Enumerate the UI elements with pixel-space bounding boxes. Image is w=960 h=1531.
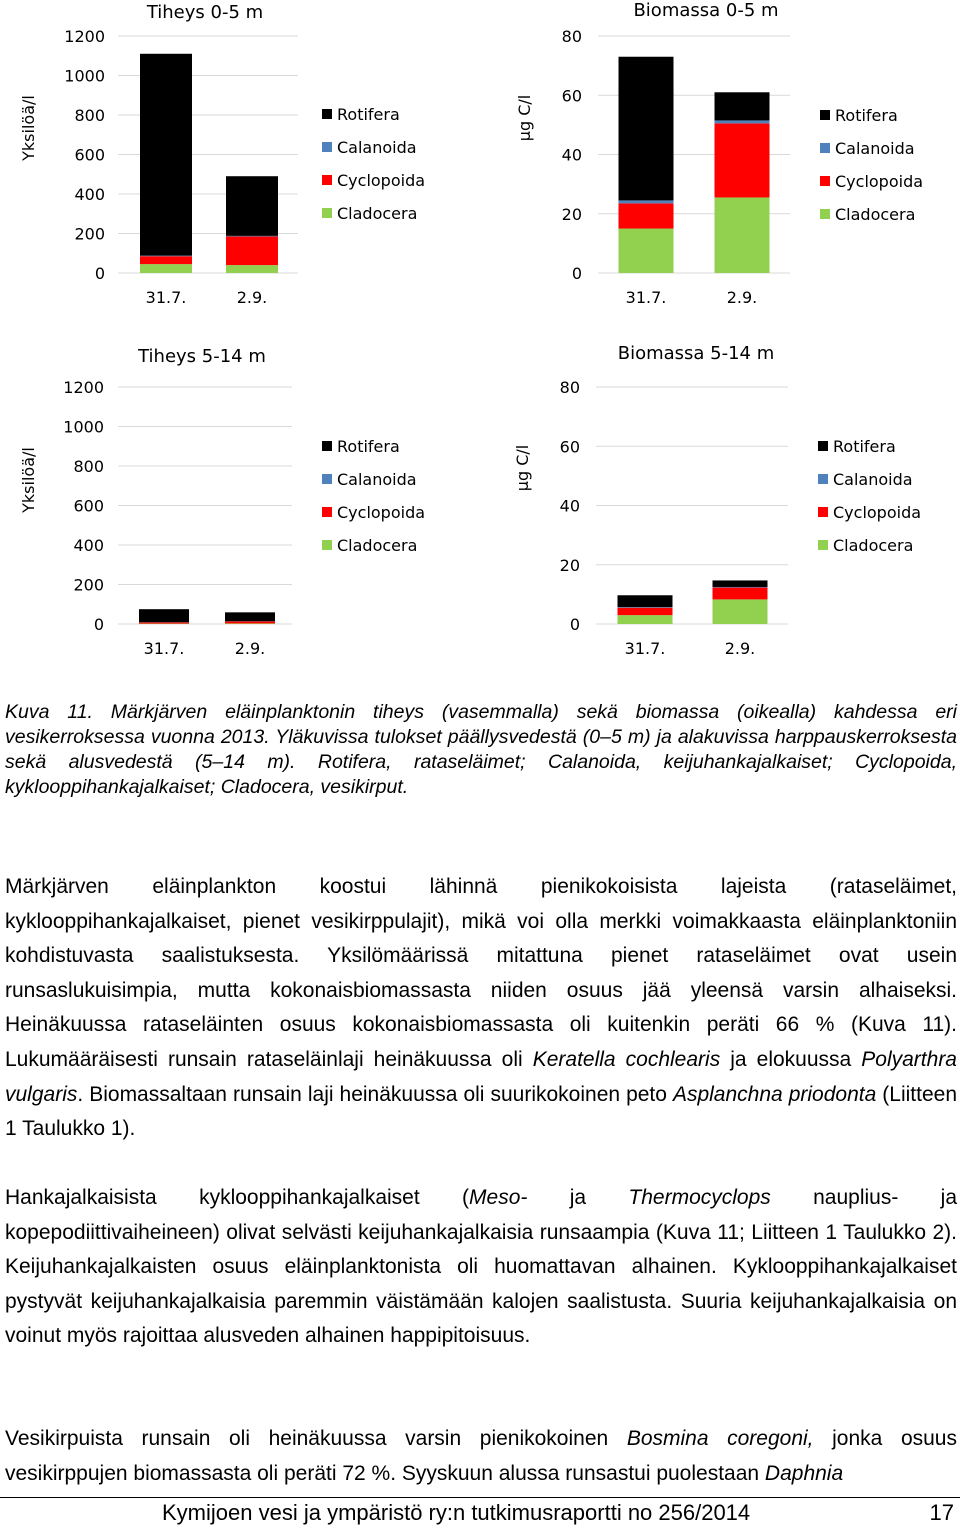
y-tick-label: 400 (73, 536, 104, 555)
paragraph-2: Hankajalkaisista kyklooppihankajalkaiset (Meso- ja Thermocyclops nauplius- ja kopepodiittivaiheineen) olivat selvästi keijuhankajalkaisia runsaampia (Kuva 11; Liitteen 1 Taulukko 2). Keijuhankajalkaisten osuus eläinplanktonista oli huomattavan alhainen. Kyklooppihankajalkaiset pystyvät keijuhankajalkaisia paremmin väistämään kalojen saalistusta. Suuria keijuhankajalkaisia on voinut myös rajoittaa alusveden alhainen happipitoisuus. (5, 1186, 957, 1348)
chart-biomassa-0-5 (480, 0, 960, 320)
y-axis-label: Yksilöä/l (19, 95, 38, 161)
y-tick-label: 20 (561, 204, 582, 224)
bar-segment-cyclopoida (225, 621, 275, 623)
bar-segment-cladocera (225, 623, 275, 624)
legend-swatch (322, 208, 332, 218)
bar-segment-rotifera (713, 580, 768, 587)
x-tick-label: 2.9. (236, 288, 268, 307)
chart-title: Biomassa 5-14 m (617, 343, 775, 364)
chart-biomassa-5-14 (480, 340, 960, 670)
bar-segment-cyclopoida (140, 256, 192, 264)
legend-swatch (818, 474, 828, 484)
bar-segment-calanoida (619, 200, 674, 203)
y-tick-label: 200 (73, 575, 104, 595)
y-tick-label: 0 (94, 264, 105, 283)
bar-segment-rotifera (139, 609, 189, 622)
y-tick-label: 1000 (64, 66, 105, 86)
legend-swatch (322, 142, 332, 152)
species-name: Polyarthra vulgaris (5, 1047, 957, 1106)
y-tick-label: 0 (93, 615, 104, 634)
legend-label: Cyclopoida (835, 172, 924, 191)
chart-svg (0, 0, 480, 320)
legend-label: Cyclopoida (337, 171, 426, 190)
legend-swatch (818, 441, 828, 451)
y-axis-label: µg C/l (513, 444, 532, 492)
y-tick-label: 1000 (63, 417, 104, 437)
legend-swatch (820, 143, 830, 153)
legend-label: Rotifera (337, 437, 400, 456)
species-name: Bosmina coregoni, (626, 1427, 814, 1450)
chart-title: Biomassa 0-5 m (633, 0, 779, 21)
y-tick-label: 60 (561, 86, 582, 106)
chart-tiheys-5-14 (0, 340, 480, 670)
bar-segment-cyclopoida (618, 608, 673, 615)
y-axis-label: µg C/l (515, 94, 534, 142)
legend-label: Cladocera (337, 204, 418, 223)
chart-svg (480, 340, 960, 670)
chart-tiheys-0-5 (0, 0, 480, 320)
y-tick-label: 600 (74, 145, 105, 165)
y-tick-label: 40 (559, 496, 580, 516)
footer-divider (0, 1497, 960, 1498)
bar-segment-cladocera (226, 265, 278, 273)
legend-label: Calanoida (835, 139, 915, 158)
bar-segment-rotifera (618, 595, 673, 607)
legend-swatch (322, 540, 332, 550)
bar-segment-cladocera (140, 264, 192, 273)
footer-report-title: Kymijoen vesi ja ympäristö ry:n tutkimusraportti no 256/2014 (162, 1500, 751, 1525)
legend-label: Cladocera (833, 536, 914, 555)
chart-title: Tiheys 0-5 m (146, 2, 264, 23)
legend-swatch (818, 540, 828, 550)
legend-label: Rotifera (833, 437, 896, 456)
bar-segment-cyclopoida (139, 622, 189, 623)
y-tick-label: 200 (74, 224, 105, 244)
y-tick-label: 800 (74, 106, 105, 125)
bar-segment-cladocera (618, 615, 673, 624)
legend-swatch (322, 474, 332, 484)
bar-segment-rotifera (715, 92, 770, 120)
y-tick-label: 1200 (63, 378, 104, 397)
legend-swatch (322, 441, 332, 451)
y-tick-label: 400 (74, 185, 105, 204)
legend-swatch (820, 110, 830, 120)
x-tick-label: 2.9. (724, 639, 756, 658)
chart-svg (0, 340, 480, 670)
chart-title: Tiheys 5-14 m (138, 346, 266, 367)
bar-segment-calanoida (226, 236, 278, 237)
bar-segment-rotifera (225, 612, 275, 621)
figure-caption: Kuva 11. Märkjärven eläinplanktonin tiheys (vasemmalla) sekä biomassa (oikealla) kahdessa eri vesikerroksessa vuonna 2013. Yläkuvissa tulokset päällysvedestä (0–5 m) ja alakuvissa harppauskerroksesta sekä alusvedestä (5–14 m). Rotifera, rataseläimet; Calanoida, keijuhankajalkaiset; Cyclopoida, kyklooppihankajalkaiset; Cladocera, vesikirput. (5, 701, 957, 798)
bar-segment-cladocera (619, 229, 674, 273)
legend-swatch (820, 209, 830, 219)
legend-swatch (322, 175, 332, 185)
y-tick-label: 80 (561, 27, 582, 46)
species-name: Daphnia (764, 1461, 844, 1485)
legend-swatch (818, 507, 828, 517)
legend-swatch (322, 507, 332, 517)
legend-swatch (322, 109, 332, 119)
legend-label: Calanoida (833, 470, 913, 489)
bar-segment-cyclopoida (715, 123, 770, 197)
bar-segment-rotifera (140, 54, 192, 256)
species-name: Thermocyclops (628, 1186, 771, 1209)
bar-segment-cyclopoida (619, 203, 674, 228)
legend-label: Rotifera (835, 106, 898, 125)
paragraph-1: Märkjärven eläinplankton koostui lähinnä pienikokoisista lajeista (rataseläimet, kyklooppihankajalkaiset, pienet vesikirppulajit), mikä voi olla merkki voimakkaasta eläinplanktoniin kohdistuvasta saalistuksesta. Yksilömäärissä mitattuna pienet rataseläimet ovat usein runsaslukuisimpia, mutta kokonaisbiomassasta niiden osuus jää yleensä varsin alhaiseksi. Heinäkuussa rataseläinten osuus kokonaisbiomassasta oli kuitenkin peräti 66 % (Kuva 11). Lukumääräisesti runsain rataseläinlaji heinäkuussa oli Keratella cochlearis ja elokuussa Polyarthra vulgaris. Biomassaltaan runsain laji heinäkuussa oli suurikokoinen peto Asplanchna priodonta (Liitteen 1 Taulukko 1). (5, 875, 957, 1141)
legend-label: Cladocera (337, 536, 418, 555)
bar-segment-calanoida (713, 587, 768, 588)
y-axis-label: Yksilöä/l (19, 447, 38, 513)
bar-segment-rotifera (226, 176, 278, 236)
legend-label: Rotifera (337, 105, 400, 124)
legend-label: Cyclopoida (337, 503, 426, 522)
y-tick-label: 0 (569, 615, 580, 634)
bar-segment-rotifera (619, 57, 674, 201)
x-tick-label: 31.7. (145, 288, 187, 307)
chart-svg (480, 0, 960, 320)
legend-label: Calanoida (337, 138, 417, 157)
y-tick-label: 600 (73, 496, 104, 516)
y-tick-label: 1200 (64, 27, 105, 46)
species-name: Meso- (469, 1186, 528, 1209)
y-tick-label: 40 (561, 145, 582, 165)
legend-swatch (820, 176, 830, 186)
x-tick-label: 31.7. (143, 639, 185, 658)
y-tick-label: 80 (559, 378, 580, 397)
bar-segment-cyclopoida (713, 588, 768, 600)
x-tick-label: 31.7. (624, 639, 666, 658)
y-tick-label: 800 (73, 457, 104, 476)
x-tick-label: 31.7. (625, 288, 667, 307)
species-name: Asplanchna priodonta (672, 1082, 877, 1106)
x-tick-label: 2.9. (234, 639, 266, 658)
x-tick-label: 2.9. (726, 288, 758, 307)
bar-segment-cladocera (713, 599, 768, 624)
bar-segment-cladocera (715, 197, 770, 273)
y-tick-label: 0 (571, 264, 582, 283)
bar-segment-calanoida (618, 607, 673, 608)
species-name: Keratella cochlearis (532, 1047, 721, 1071)
paragraph-3: Vesikirpuista runsain oli heinäkuussa varsin pienikokoinen Bosmina coregoni, jonka osuus vesikirppujen biomassasta oli peräti 72 %. Syyskuun alussa runsastui puolestaan Daphnia (5, 1427, 957, 1485)
legend-label: Cyclopoida (833, 503, 922, 522)
legend-label: Cladocera (835, 205, 916, 224)
bar-segment-cyclopoida (226, 236, 278, 265)
page-number: 17 (929, 1500, 954, 1525)
bar-segment-calanoida (140, 256, 192, 257)
legend-label: Calanoida (337, 470, 417, 489)
y-tick-label: 20 (559, 555, 580, 575)
y-tick-label: 60 (559, 437, 580, 457)
bar-segment-calanoida (715, 120, 770, 123)
